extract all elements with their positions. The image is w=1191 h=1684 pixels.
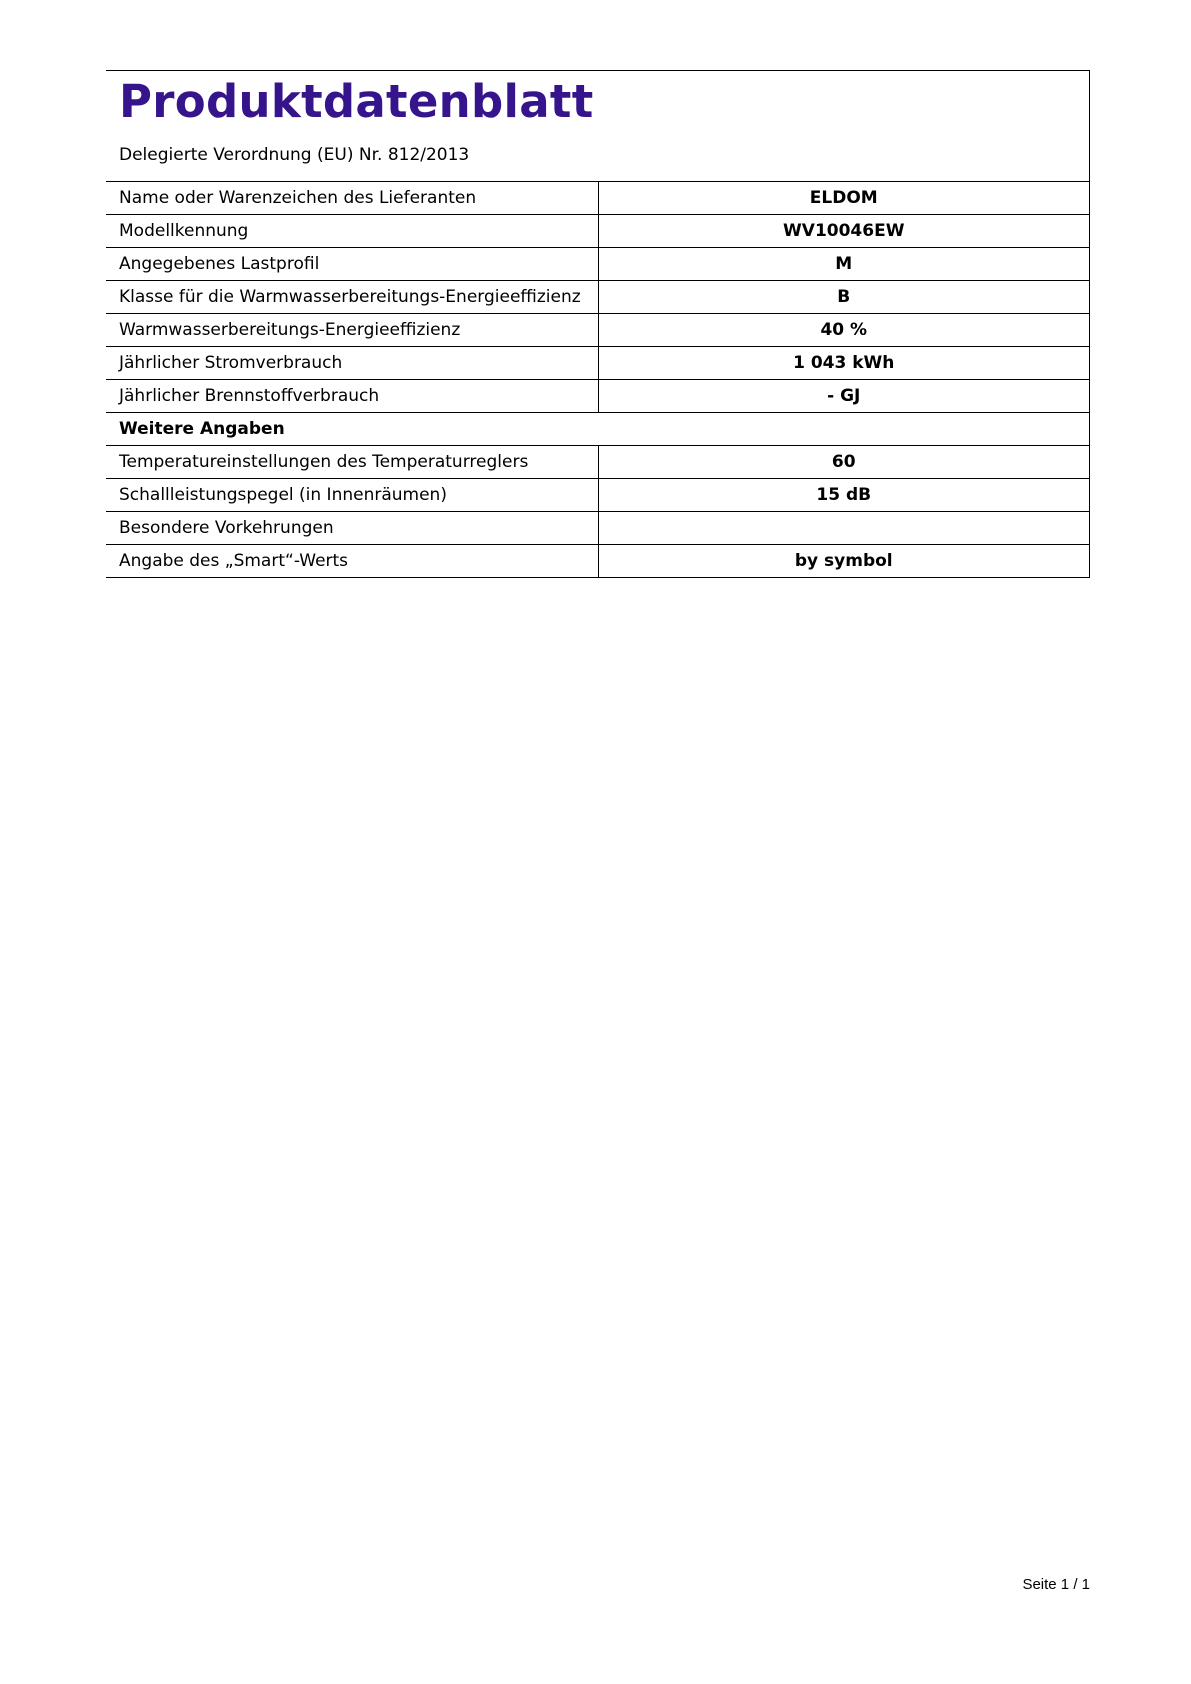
table-row bbox=[106, 479, 1090, 512]
row-value: 60 bbox=[598, 446, 1090, 479]
row-value: 1 043 kWh bbox=[598, 347, 1090, 380]
product-data-table bbox=[106, 181, 1090, 578]
table-row bbox=[106, 182, 1090, 215]
section-heading: Weitere Angaben bbox=[106, 413, 1090, 446]
section-heading-row bbox=[106, 413, 1090, 446]
row-label: Angabe des „Smart“-Werts bbox=[106, 545, 598, 578]
row-value: WV10046EW bbox=[598, 215, 1090, 248]
row-label: Jährlicher Stromverbrauch bbox=[106, 347, 598, 380]
table-row bbox=[106, 314, 1090, 347]
table-row bbox=[106, 446, 1090, 479]
regulation-subtitle: Delegierte Verordnung (EU) Nr. 812/2013 bbox=[119, 145, 470, 165]
row-label: Modellkennung bbox=[106, 215, 598, 248]
row-value bbox=[598, 512, 1090, 545]
row-value: - GJ bbox=[598, 380, 1090, 413]
row-label: Jährlicher Brennstoffverbrauch bbox=[106, 380, 598, 413]
page-number: Seite 1 / 1 bbox=[1022, 1576, 1090, 1593]
table-row bbox=[106, 380, 1090, 413]
table-row bbox=[106, 215, 1090, 248]
row-label: Klasse für die Warmwasserbereitungs-Energieeffizienz bbox=[106, 281, 598, 314]
page-title: Produktdatenblatt bbox=[119, 75, 594, 128]
row-value: 40 % bbox=[598, 314, 1090, 347]
row-label: Schallleistungspegel (in Innenräumen) bbox=[106, 479, 598, 512]
table-row bbox=[106, 281, 1090, 314]
row-label: Warmwasserbereitungs-Energieeffizienz bbox=[106, 314, 598, 347]
table-row bbox=[106, 347, 1090, 380]
table-row bbox=[106, 512, 1090, 545]
table-row bbox=[106, 248, 1090, 281]
row-label: Name oder Warenzeichen des Lieferanten bbox=[106, 182, 598, 215]
row-value: M bbox=[598, 248, 1090, 281]
product-data-sheet bbox=[106, 70, 1090, 578]
row-label: Besondere Vorkehrungen bbox=[106, 512, 598, 545]
row-value: 15 dB bbox=[598, 479, 1090, 512]
row-value: by symbol bbox=[598, 545, 1090, 578]
row-label: Angegebenes Lastprofil bbox=[106, 248, 598, 281]
row-label: Temperatureinstellungen des Temperaturreglers bbox=[106, 446, 598, 479]
sheet-header bbox=[106, 70, 1090, 181]
row-value: B bbox=[598, 281, 1090, 314]
table-row bbox=[106, 545, 1090, 578]
row-value: ELDOM bbox=[598, 182, 1090, 215]
